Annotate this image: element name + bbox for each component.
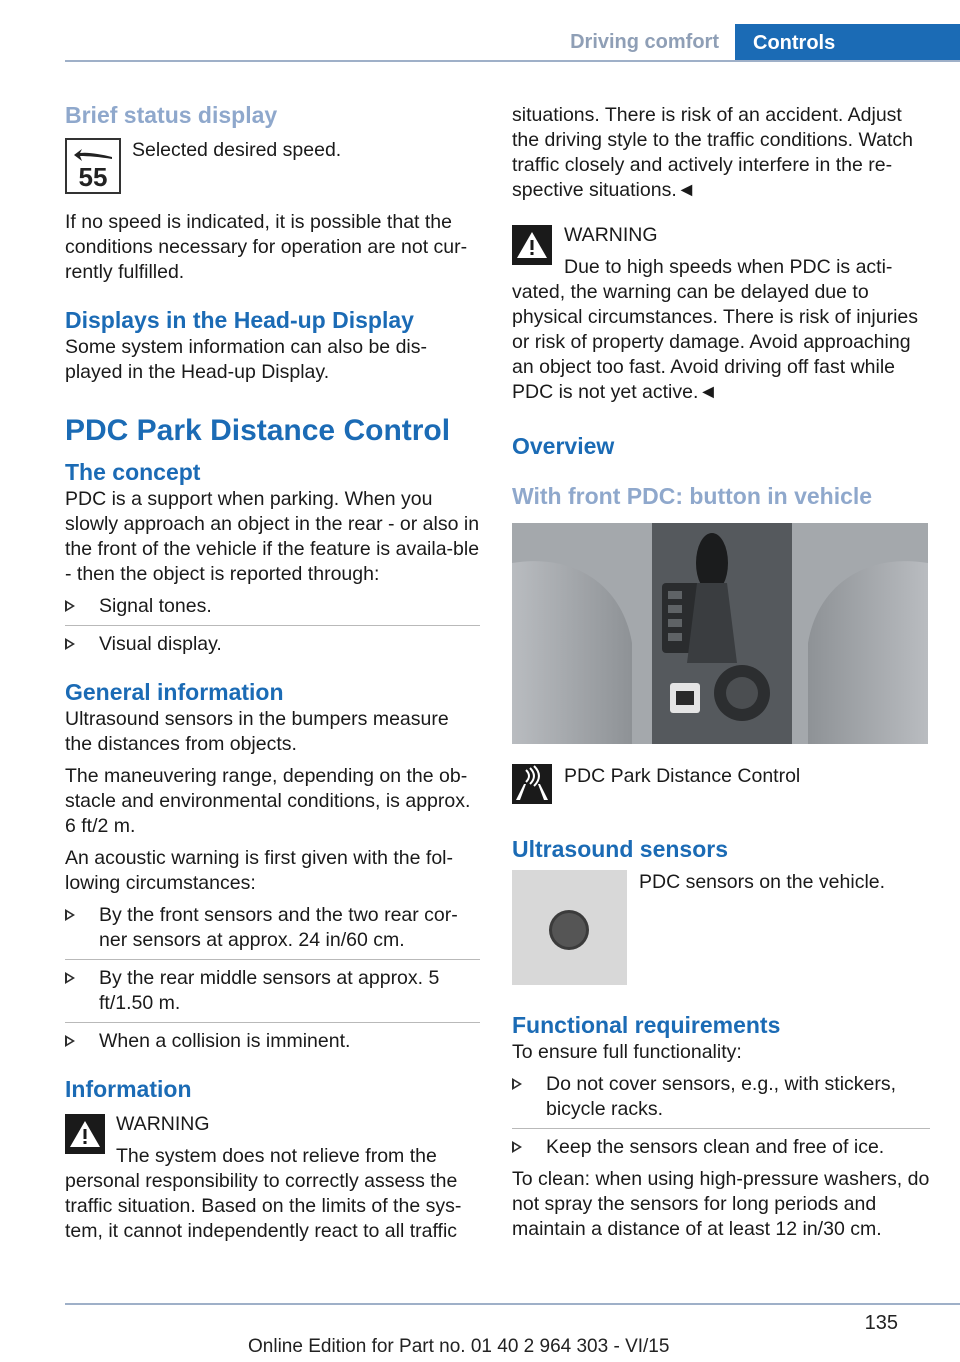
ultrasound-caption: PDC sensors on the vehicle.	[639, 871, 886, 893]
bullet-triangle-icon	[65, 638, 75, 650]
warning-1-text: personal responsibility to correctly assess the traffic situation. Based on the limits of the sys‐tem, it cannot independently react to all traffic	[65, 1170, 462, 1242]
general-heading: General information	[65, 679, 284, 705]
sensor-photo-wrap	[512, 870, 627, 985]
warning-2-label: WARNING	[564, 224, 658, 246]
hud-heading: Displays in the Head-up Display	[65, 307, 414, 333]
page-header	[65, 24, 960, 62]
overview-heading: Overview	[512, 433, 615, 459]
warning-block-1	[65, 1112, 480, 1244]
warning-bullet: When a collision is imminent.	[65, 1029, 480, 1054]
pdc-icon-wrap	[512, 764, 552, 804]
concept-bullet: Visual display.	[65, 632, 480, 657]
left-column	[65, 100, 480, 1244]
concept-bullet: Signal tones.	[65, 594, 480, 619]
center-console-photo	[512, 523, 928, 744]
functional-bullet: Keep the sensors clean and free of ice.	[512, 1135, 930, 1160]
speed-icon-value: 55	[78, 162, 108, 192]
functional-heading: Functional requirements	[512, 1012, 781, 1038]
pdc-button-row	[512, 764, 930, 806]
warning-1-label: WARNING	[116, 1113, 210, 1135]
pdc-button-icon	[512, 764, 552, 804]
pdc-title: PDC Park Distance Control	[65, 414, 451, 447]
bullet-triangle-icon	[65, 909, 75, 921]
bullet-divider	[65, 1022, 480, 1023]
front-pdc-heading: With front PDC: button in vehicle	[512, 483, 873, 509]
bullet-divider	[65, 959, 480, 960]
cleaning-text: To clean: when using high-pressure washers, do not spray the sensors for long periods and maintain a distance of at least 12 in/30 cm.	[512, 1168, 930, 1240]
warning-1-first-line: The system does not relieve from the	[116, 1145, 437, 1167]
warning-bullet: By the rear middle sensors at approx. 5 ft/1.50 m.	[65, 966, 480, 1016]
bullet-triangle-icon	[65, 600, 75, 612]
bullet-triangle-icon	[65, 972, 75, 984]
pdc-button-caption: PDC Park Distance Control	[564, 765, 801, 787]
speed-limit-icon	[65, 138, 121, 194]
warning-1-continued: situations. There is risk of an accident. Adjust the driving style to the traffic conditions. Watch traffic closely and actively interfere in the re‐spective situations.◄	[512, 104, 914, 201]
sensor-photo	[512, 870, 627, 985]
bullet-triangle-icon	[512, 1078, 522, 1090]
ultrasound-heading: Ultrasound sensors	[512, 836, 728, 862]
warning-2-first-line: Due to high speeds when PDC is acti‐	[564, 256, 893, 278]
hud-text: Some system information can also be dis‐played in the Head-up Display.	[65, 336, 427, 383]
general-text-3: An acoustic warning is first given with the fol‐lowing circumstances:	[65, 847, 454, 894]
functional-bullet: Do not cover sensors, e.g., with stickers, bicycle racks.	[512, 1072, 930, 1122]
info-heading: Information	[65, 1076, 192, 1102]
warning-bullet: By the front sensors and the two rear cor‐ner sensors at approx. 24 in/60 cm.	[65, 903, 480, 953]
header-chapter-tab: Controls	[735, 24, 960, 62]
warning-icon-wrap	[65, 1114, 105, 1154]
page-number: 135	[864, 1312, 898, 1334]
warning-2-text: vated, the warning can be delayed due to physical circumstances. There is risk of injuries or risk of property damage. Avoid approaching an object too fast. Avoid driving off fast while PDC is not yet active.◄	[512, 281, 919, 403]
concept-text: PDC is a support when parking. When you slowly approach an object in the rear - or also in the front of the vehicle if the feature is availa‐ble - then the object is reported through:	[65, 488, 480, 585]
brief-status-heading: Brief status display	[65, 102, 278, 128]
right-column	[512, 100, 930, 1242]
speed-row	[65, 138, 480, 200]
warning-block-2	[512, 223, 930, 405]
speed-icon-wrap	[65, 138, 121, 194]
bullet-triangle-icon	[65, 1035, 75, 1047]
functional-text: To ensure full functionality:	[512, 1041, 742, 1063]
warning-triangle-icon	[512, 225, 552, 265]
center-console-illustration	[512, 523, 928, 744]
warning-triangle-icon	[65, 1114, 105, 1154]
general-text-2: The maneuvering range, depending on the ob‐stacle and environmental conditions, is approx. 6 ft/2 m.	[65, 765, 471, 837]
no-speed-text: If no speed is indicated, it is possible that the conditions necessary for operation are not cur‐rently fulfilled.	[65, 211, 468, 283]
bullet-divider	[512, 1128, 930, 1129]
general-text-1: Ultrasound sensors in the bumpers measure the distances from objects.	[65, 708, 449, 755]
speed-caption: Selected desired speed.	[132, 139, 342, 161]
bullet-divider	[65, 625, 480, 626]
ultrasound-row	[512, 870, 930, 988]
footer-rule	[65, 1303, 960, 1305]
concept-heading: The concept	[65, 459, 201, 485]
bullet-triangle-icon	[512, 1141, 522, 1153]
edition-text: Online Edition for Part no. 01 40 2 964 303 - VI/15	[248, 1336, 670, 1357]
header-section: Driving comfort	[570, 31, 719, 53]
warning-icon-wrap	[512, 225, 552, 265]
header-rule	[65, 60, 960, 62]
